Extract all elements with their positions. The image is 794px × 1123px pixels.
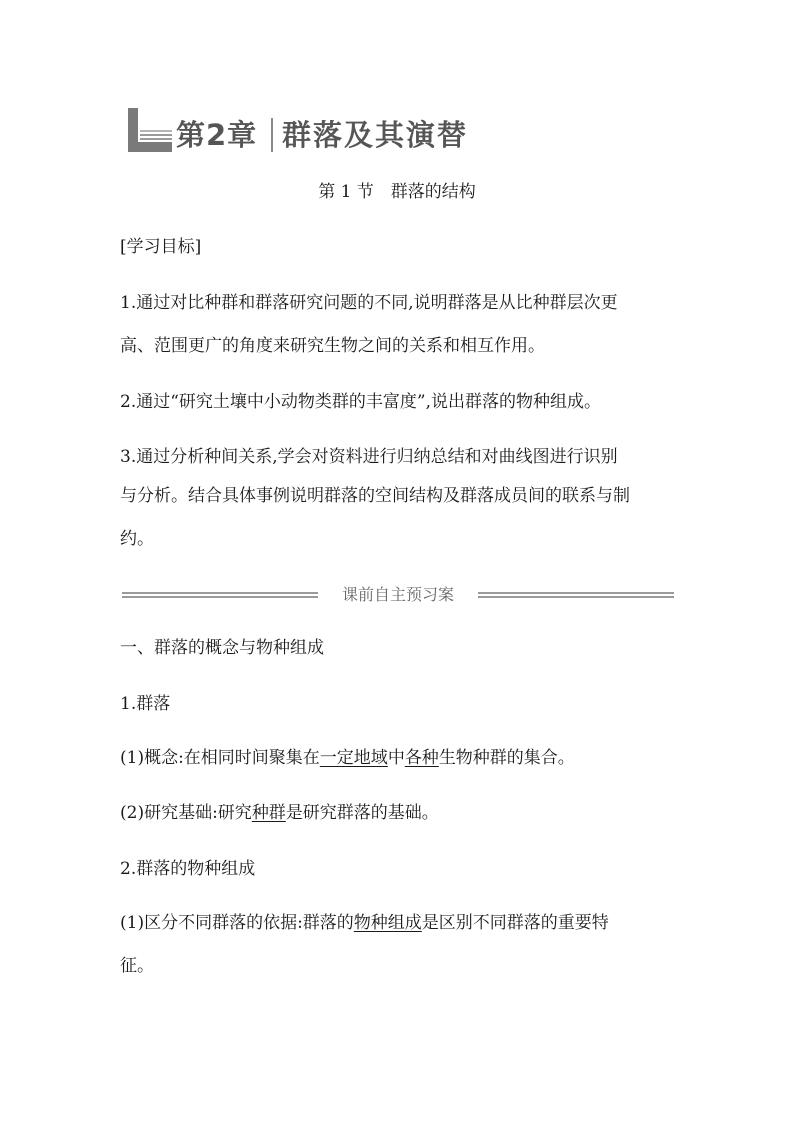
- subheading-species-composition: 2.群落的物种组成: [120, 859, 256, 879]
- basis-suffix: 是研究群落的基础。: [285, 803, 439, 823]
- objective-1-line-2: 高、范围更广的角度来研究生物之间的关系和相互作用。: [120, 336, 545, 356]
- objective-3-line-1: 3.通过分析种间关系,学会对资料进行归纳总结和对曲线图进行识别: [120, 447, 618, 467]
- chapter-header: [126, 108, 486, 156]
- concept-mid: 中: [387, 748, 405, 768]
- section-title: 第 1 节 群落的结构: [318, 182, 476, 202]
- concept-prefix: (1)概念:在相同时间聚集在: [120, 748, 320, 768]
- chapter-logo-icon: [126, 108, 174, 156]
- chapter-number: 第2章: [176, 118, 258, 152]
- objective-3-line-2: 与分析。结合具体事例说明群落的空间结构及群落成员间的联系与制: [120, 486, 630, 506]
- objective-3-line-3: 约。: [120, 529, 154, 549]
- concept-blank-region: 一定地域: [319, 748, 388, 768]
- distinguish-line-2: 征。: [120, 956, 154, 976]
- chapter-title: 群落及其演替: [282, 118, 469, 152]
- basis-line: [120, 801, 439, 825]
- part-1-heading: 一、群落的概念与物种组成: [120, 638, 324, 658]
- concept-blank-various: 各种: [404, 748, 439, 768]
- distinguish-prefix: (1)区分不同群落的依据:群落的: [120, 913, 354, 933]
- distinguish-line-1: [120, 911, 609, 935]
- basis-blank: 种群: [251, 803, 286, 823]
- banner-label: 课前自主预习案: [341, 585, 454, 604]
- chapter-divider: [271, 118, 273, 152]
- concept-suffix: 生物种群的集合。: [438, 748, 575, 768]
- basis-prefix: (2)研究基础:研究: [120, 803, 252, 823]
- distinguish-blank: 物种组成: [353, 913, 422, 933]
- preview-banner: [122, 583, 674, 607]
- banner-left-rule: [122, 592, 318, 598]
- banner-right-rule: [478, 592, 674, 598]
- concept-line: [120, 746, 575, 770]
- objective-2: 2.通过“研究土壤中小动物类群的丰富度”,说出群落的物种组成。: [120, 392, 602, 412]
- subheading-community: 1.群落: [120, 694, 171, 714]
- objective-1-line-1: 1.通过对比种群和群落研究问题的不同,说明群落是从比种群层次更: [120, 293, 618, 313]
- distinguish-suffix: 是区别不同群落的重要特: [421, 913, 609, 933]
- objectives-heading: [学习目标]: [120, 237, 202, 257]
